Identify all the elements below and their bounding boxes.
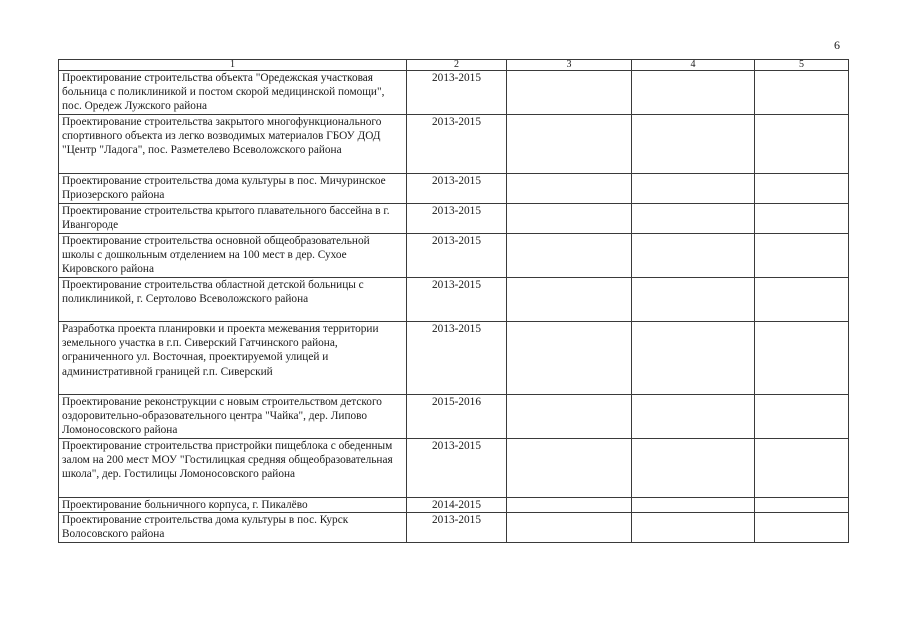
empty-cell	[507, 513, 632, 543]
empty-cell	[632, 234, 755, 278]
project-name: Проектирование строительства областной детской больницы с поликлиникой, г. Сертолово Всеволожского района	[59, 278, 407, 322]
empty-cell	[632, 204, 755, 234]
project-name: Проектирование строительства пристройки пищеблока с обеденным залом на 200 мест МОУ "Гостилицкая средняя общеобразовательная школа", дер. Гостилицы Ломоносовского района	[59, 439, 407, 498]
project-period: 2013-2015	[407, 513, 507, 543]
empty-cell	[632, 513, 755, 543]
empty-cell	[632, 395, 755, 439]
table-header-row	[59, 60, 849, 71]
project-period: 2013-2015	[407, 71, 507, 115]
table-row	[59, 174, 849, 204]
project-name: Проектирование строительства основной общеобразовательной школы с дошкольным отделением на 100 мест в дер. Сухое Кировского района	[59, 234, 407, 278]
empty-cell	[632, 71, 755, 115]
project-name: Проектирование строительства крытого плавательного бассейна в г. Ивангороде	[59, 204, 407, 234]
column-header-5: 5	[755, 60, 849, 71]
table-row	[59, 115, 849, 174]
project-period: 2014-2015	[407, 498, 507, 513]
table-row	[59, 204, 849, 234]
project-period: 2013-2015	[407, 278, 507, 322]
empty-cell	[755, 174, 849, 204]
project-name: Проектирование больничного корпуса, г. Пикалёво	[59, 498, 407, 513]
empty-cell	[755, 278, 849, 322]
empty-cell	[507, 439, 632, 498]
project-name: Проектирование реконструкции с новым строительством детского оздоровительно-образовательного центра "Чайка", дер. Липово Ломоносовского района	[59, 395, 407, 439]
column-header-1: 1	[59, 60, 407, 71]
project-name: Проектирование строительства закрытого многофункционального спортивного объекта из легко возводимых материалов ГБОУ ДОД "Центр "Ладога", пос. Разметелево Всеволожского района	[59, 115, 407, 174]
empty-cell	[632, 115, 755, 174]
empty-cell	[632, 278, 755, 322]
empty-cell	[755, 204, 849, 234]
empty-cell	[755, 234, 849, 278]
project-name: Проектирование строительства дома культуры в пос. Мичуринское Приозерского района	[59, 174, 407, 204]
empty-cell	[632, 174, 755, 204]
empty-cell	[507, 115, 632, 174]
empty-cell	[755, 395, 849, 439]
empty-cell	[507, 395, 632, 439]
table-row	[59, 278, 849, 322]
empty-cell	[507, 498, 632, 513]
project-name: Проектирование строительства дома культуры в пос. Курск Волосовского района	[59, 513, 407, 543]
empty-cell	[755, 322, 849, 395]
column-header-4: 4	[632, 60, 755, 71]
table-row	[59, 395, 849, 439]
empty-cell	[755, 513, 849, 543]
projects-table	[58, 59, 849, 543]
empty-cell	[755, 71, 849, 115]
project-period: 2013-2015	[407, 204, 507, 234]
empty-cell	[632, 322, 755, 395]
table-row	[59, 498, 849, 513]
empty-cell	[755, 115, 849, 174]
empty-cell	[632, 498, 755, 513]
project-period: 2013-2015	[407, 234, 507, 278]
table-row	[59, 322, 849, 395]
table-row	[59, 439, 849, 498]
project-period: 2013-2015	[407, 322, 507, 395]
table-row	[59, 513, 849, 543]
empty-cell	[507, 204, 632, 234]
project-period: 2015-2016	[407, 395, 507, 439]
project-period: 2013-2015	[407, 174, 507, 204]
empty-cell	[755, 439, 849, 498]
empty-cell	[507, 278, 632, 322]
project-name: Разработка проекта планировки и проекта межевания территории земельного участка в г.п. Сиверский Гатчинского района, ограниченного ул. Восточная, проектируемой улицей и административной границей г.п. Сиверский	[59, 322, 407, 395]
empty-cell	[507, 71, 632, 115]
project-period: 2013-2015	[407, 115, 507, 174]
project-name: Проектирование строительства объекта "Оредежская участковая больница с поликлиникой и постом скорой медицинской помощи", пос. Оредеж Лужского района	[59, 71, 407, 115]
page-number: 6	[834, 38, 840, 52]
column-header-2: 2	[407, 60, 507, 71]
table-row	[59, 234, 849, 278]
table-row	[59, 71, 849, 115]
empty-cell	[507, 174, 632, 204]
column-header-3: 3	[507, 60, 632, 71]
empty-cell	[507, 234, 632, 278]
empty-cell	[507, 322, 632, 395]
empty-cell	[755, 498, 849, 513]
empty-cell	[632, 439, 755, 498]
project-period: 2013-2015	[407, 439, 507, 498]
